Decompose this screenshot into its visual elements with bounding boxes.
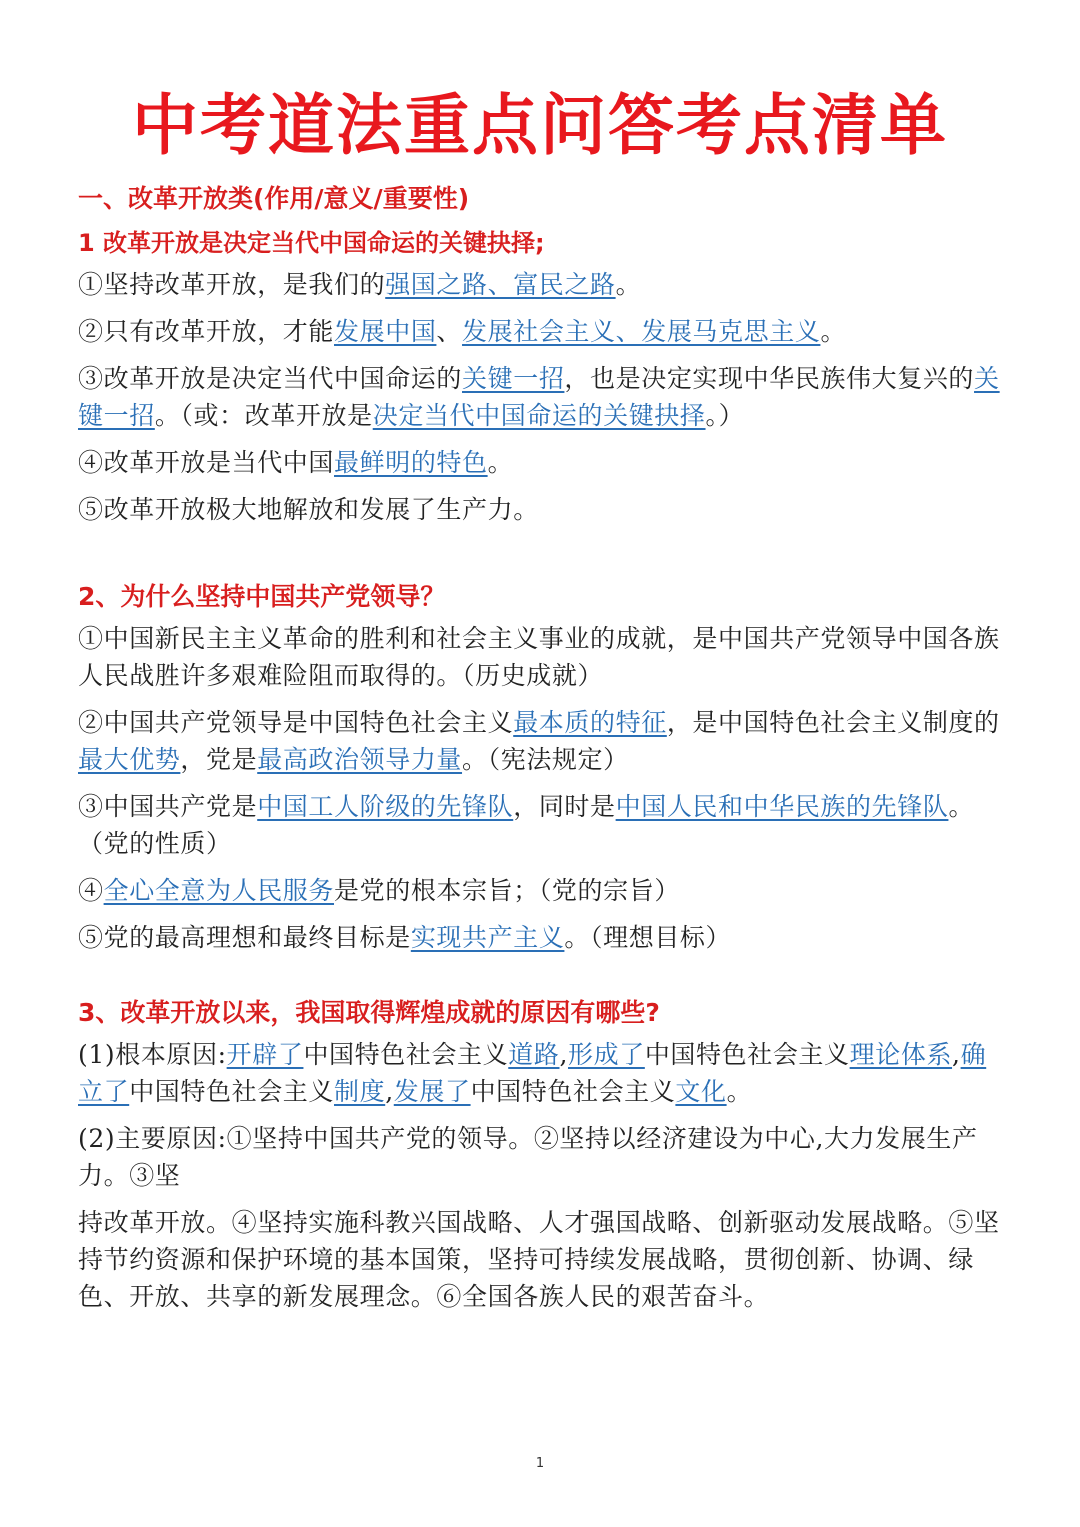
- highlighted-key-phrase: 关键一招: [78, 364, 1000, 430]
- highlighted-key-phrase: 理论体系: [849, 1040, 953, 1069]
- section-heading: 2、为什么坚持中国共产党领导？: [78, 582, 446, 611]
- highlighted-key-phrase: 强国之路、富民之路: [385, 270, 616, 299]
- content-body: [78, 182, 1006, 1325]
- text-run: ②中国共产党领导是中国特色社会主义: [78, 708, 514, 737]
- highlighted-key-phrase: 发展中国: [334, 317, 437, 346]
- text-run: ④改革开放是当代中国: [78, 448, 335, 477]
- section-reform-opening: [78, 182, 1006, 528]
- highlighted-key-phrase: 最鲜明的特色: [334, 448, 488, 477]
- paragraph: [78, 313, 1006, 350]
- highlighted-key-phrase: 全心全意为人民服务: [103, 876, 335, 905]
- paragraph: [78, 266, 1006, 303]
- text-run: 。（宪法规定）: [462, 745, 629, 774]
- highlighted-key-phrase: 发展了: [393, 1077, 471, 1106]
- highlighted-key-phrase: 中国人民和中华民族的先锋队: [615, 792, 949, 821]
- paragraph: [78, 620, 1006, 694]
- text-run: 中国特色社会主义: [644, 1040, 850, 1069]
- text-run: 。（或：改革开放是: [154, 401, 373, 430]
- paragraph: [78, 360, 1006, 434]
- highlighted-key-phrase: 开辟了: [226, 1040, 304, 1069]
- text-run: ①中国新民主主义革命的胜利和社会主义事业的成就，是中国共产党领导中国各族人民战胜许多艰难险阻而取得的。（历史成就）: [78, 624, 1000, 690]
- text-run: 中国特色社会主义: [470, 1077, 676, 1106]
- highlighted-key-phrase: 最本质的特征: [513, 708, 667, 737]
- text-run: (1)根本原因:: [78, 1040, 227, 1069]
- paragraph-group: [78, 266, 1006, 528]
- highlighted-key-phrase: 关键一招: [462, 364, 565, 393]
- text-run: ③中国共产党是: [78, 792, 258, 821]
- highlighted-key-phrase: 中国工人阶级的先锋队: [257, 792, 514, 821]
- text-run: ②只有改革开放，才能: [78, 317, 335, 346]
- paragraph-group: [78, 1036, 1006, 1315]
- text-run: 、: [436, 317, 463, 346]
- highlighted-key-phrase: 形成了: [568, 1040, 645, 1069]
- paragraph: [78, 919, 1006, 956]
- highlighted-key-phrase: 最大优势: [78, 745, 181, 774]
- spacer: [78, 966, 1006, 996]
- highlighted-key-phrase: 发展社会主义、发展马克思主义: [462, 317, 821, 346]
- highlighted-key-phrase: 道路: [508, 1040, 560, 1069]
- text-run: 。（党的性质）: [78, 792, 975, 858]
- text-run: ①坚持改革开放，是我们的: [78, 270, 386, 299]
- paragraph: [78, 872, 1006, 909]
- text-run: 。（理想目标）: [564, 923, 732, 952]
- text-run: ，是中国特色社会主义制度的: [666, 708, 1000, 737]
- text-run: ，党是: [180, 745, 258, 774]
- text-run: 。）: [705, 401, 745, 430]
- text-run: 是党的根本宗旨；（党的宗旨）: [334, 876, 680, 905]
- text-run: ，同时是: [513, 792, 616, 821]
- highlighted-key-phrase: 制度: [334, 1077, 386, 1106]
- paragraph: [78, 491, 1006, 528]
- section-heading: 一、改革开放类(作用/意义/重要性): [78, 184, 470, 213]
- section-achievement-reasons: [78, 996, 1006, 1315]
- text-run: ⑤改革开放极大地解放和发展了生产力。: [78, 495, 539, 524]
- text-run: ③改革开放是决定当代中国命运的: [78, 364, 463, 393]
- text-run: 。: [726, 1077, 753, 1106]
- spacer: [78, 538, 1006, 580]
- page-number: 1: [535, 1456, 545, 1471]
- paragraph: [78, 788, 1006, 862]
- text-run: 。: [615, 270, 642, 299]
- text-run: 。: [487, 448, 514, 477]
- paragraph: [78, 1204, 1006, 1315]
- paragraph-group: [78, 620, 1006, 956]
- highlighted-key-phrase: 实现共产主义: [410, 923, 565, 952]
- text-run: 。: [820, 317, 847, 346]
- section-heading: 3、改革开放以来，我国取得辉煌成就的原因有哪些?: [78, 998, 660, 1027]
- page-title: 中考道法重点问答考点清单: [132, 87, 948, 164]
- section-subheading: 1 改革开放是决定当代中国命运的关键抉择;: [78, 229, 545, 257]
- highlighted-key-phrase: 决定当代中国命运的关键抉择: [372, 401, 706, 430]
- text-run: ,: [559, 1040, 569, 1069]
- highlighted-key-phrase: 确立了: [78, 1040, 987, 1106]
- paragraph: [78, 444, 1006, 481]
- text-run: (2)主要原因:①坚持中国共产党的领导。②坚持以经济建设为中心,大力发展生产力。③坚: [78, 1124, 978, 1190]
- text-run: ④: [78, 876, 104, 905]
- text-run: 中国特色社会主义: [303, 1040, 509, 1069]
- text-run: 持改革开放。④坚持实施科教兴国战略、人才强国战略、创新驱动发展战略。⑤坚持节约资源和保护环境的基本国策，坚持可持续发展战略，贯彻创新、协调、绿色、开放、共享的新发展理念。⑥全国各族人民的艰苦奋斗。: [78, 1208, 1000, 1311]
- paragraph: [78, 1036, 1006, 1110]
- text-run: 中国特色社会主义: [129, 1077, 335, 1106]
- text-run: ,: [385, 1077, 394, 1106]
- text-run: ，也是决定实现中华民族伟大复兴的: [564, 364, 975, 393]
- paragraph: [78, 704, 1006, 778]
- section-party-leadership: [78, 580, 1006, 956]
- paragraph: [78, 1120, 1006, 1194]
- highlighted-key-phrase: 最高政治领导力量: [257, 745, 463, 774]
- text-run: ,: [952, 1040, 961, 1069]
- highlighted-key-phrase: 文化: [675, 1077, 727, 1106]
- text-run: ⑤党的最高理想和最终目标是: [78, 923, 411, 952]
